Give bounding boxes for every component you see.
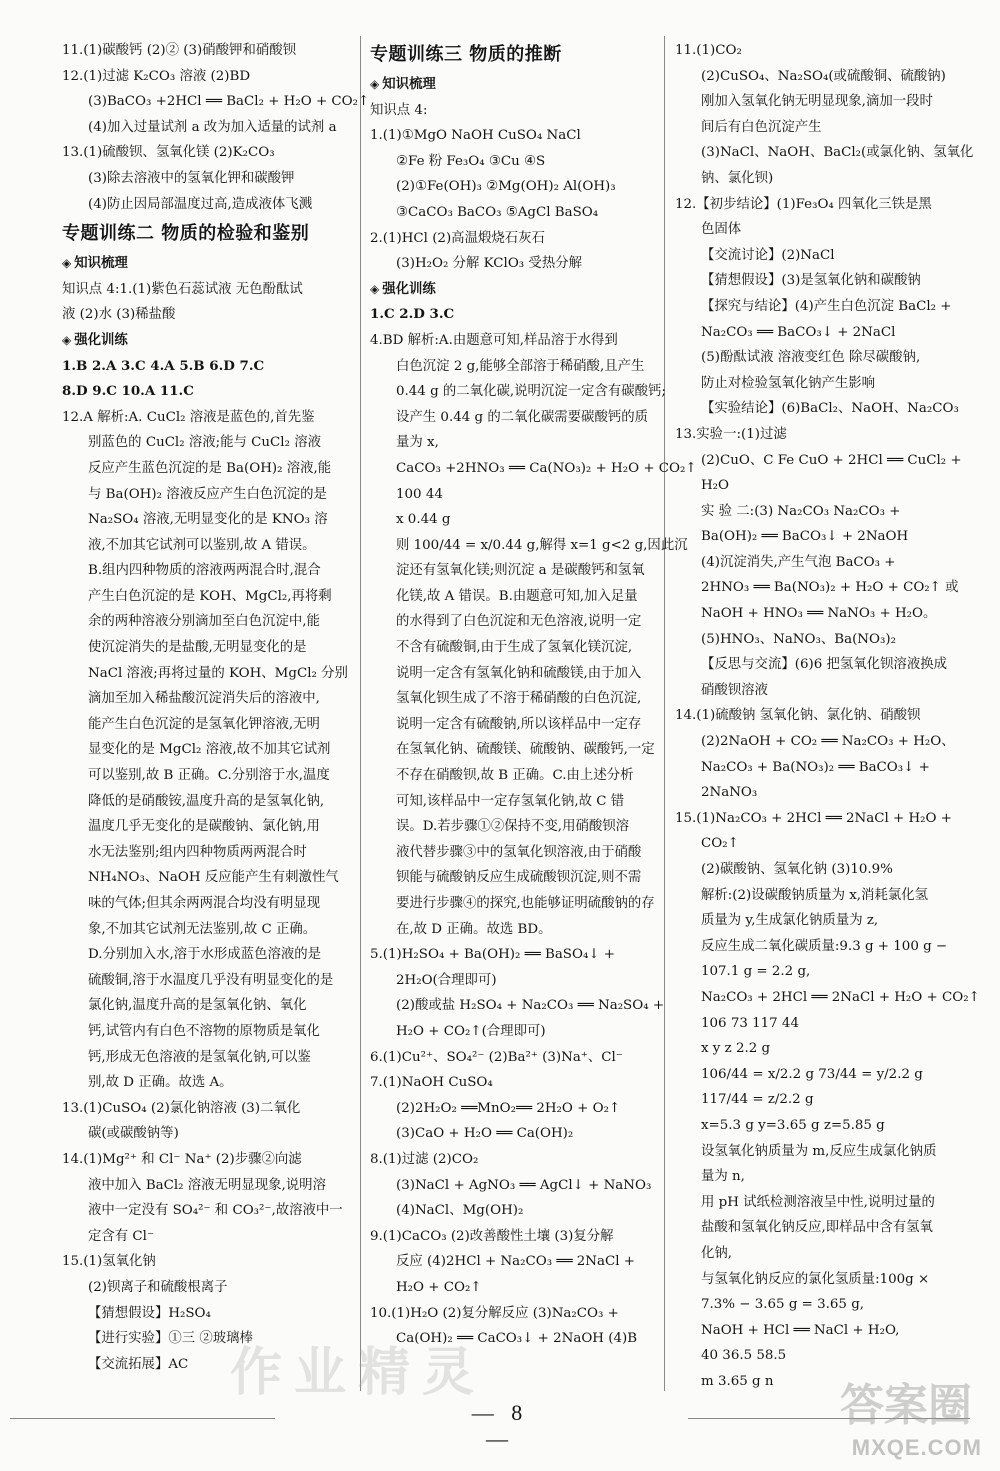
answer-line: 【实验结论】(6)BaCl₂、NaOH、Na₂CO₃ (701, 401, 959, 417)
answer-line: 余的两种溶液分别滴加至白色沉淀中,能 (88, 614, 320, 630)
answer-line: 知识点 4:1.(1)紫色石蕊试液 无色酚酞试 (62, 281, 303, 297)
answer-line: 水无法鉴别;组内四种物质两两混合时 (88, 844, 307, 860)
answer-line: 2H₂O(合理即可) (396, 972, 497, 988)
section-title: 专题训练二 物质的检验和鉴别 (62, 223, 310, 245)
answer-line: 与氢氧化钠反应的氯化氢质量:100g × (701, 1271, 930, 1287)
answer-line: 12.(1)过滤 K₂CO₃ 溶液 (2)BD (62, 68, 251, 84)
answer-line: (3)NaCl + AgNO₃ ══ AgCl↓ + NaNO₃ (396, 1177, 652, 1193)
answer-line: 12.【初步结论】(1)Fe₃O₄ 四氧化三铁是黑 (675, 196, 932, 212)
answer-line: 碳(或碳酸钠等) (88, 1126, 179, 1142)
answer-line: 硝酸钡溶液 (701, 682, 768, 698)
answer-line: 14.(1)硫酸钠 氢氧化钠、氯化钠、硝酸钡 (675, 708, 921, 724)
answer-line: 2NaNO₃ (701, 785, 758, 801)
answer-line: 1.(1)①MgO NaOH CuSO₄ NaCl (370, 128, 581, 144)
answer-line: 别,故 D 正确。故选 A。 (88, 1075, 233, 1091)
answer-line: 解析:(2)设碳酸钠质量为 x,消耗氯化氢 (701, 887, 929, 903)
answer-line: 5.(1)H₂SO₄ + Ba(OH)₂ ══ BaSO₄↓ + (370, 947, 616, 963)
answer-line: 液中一定没有 SO₄²⁻ 和 CO₃²⁻,故溶液中一 (88, 1203, 343, 1219)
answer-line: (2)CuSO₄、Na₂SO₄(或硫酸铜、硫酸钠) (701, 68, 946, 84)
answer-line: CO₂↑ (701, 836, 739, 852)
answer-line: (5)酚酞试液 溶液变红色 除尽碳酸钠, (701, 350, 921, 366)
answer-line: 液,不加其它试剂可以鉴别,故 A 错误。 (88, 537, 316, 553)
answer-line: 14.(1)Mg²⁺ 和 Cl⁻ Na⁺ (2)步骤②向滤 (62, 1151, 302, 1167)
answer-line: 量为 x, (396, 435, 439, 451)
answer-line: 可以鉴别,故 B 正确。C.分别溶于水,温度 (88, 768, 330, 784)
answer-line: 化钠, (701, 1245, 733, 1261)
answer-line: (3)CaO + H₂O ══ Ca(OH)₂ (396, 1126, 574, 1142)
answer-line: 117/44 = z/2.2 g (701, 1092, 814, 1108)
answer-line: 【交流讨论】(2)NaCl (701, 247, 835, 263)
answer-line: Na₂CO₃ ══ BaCO₃↓ + 2NaCl (701, 324, 896, 340)
subsection-heading (62, 328, 350, 354)
answer-line: 氢氧化钡生成了不溶于稀硝酸的白色沉淀, (396, 691, 642, 707)
answer-line: NH₄NO₃、NaOH 反应能产生有刺激性气 (88, 870, 339, 886)
answer-line: Na₂CO₃ + 2HCl ══ 2NaCl + H₂O + CO₂↑ (701, 989, 980, 1005)
watermark: 作业精灵 (230, 1343, 487, 1403)
section-title: 专题训练三 物质的推断 (370, 44, 562, 65)
answer-line: (4)沉淀消失,产生气泡 BaCO₃ + (701, 554, 896, 570)
answer-line: 盐酸和氢氧化钠反应,即样品中含有氢氧 (701, 1220, 933, 1236)
answer-line: Na₂CO₃ + Ba(NO₃)₂ ══ BaCO₃↓ + (701, 759, 930, 775)
answer-line: D.分别加入水,溶于水形成蓝色溶液的是 (88, 947, 322, 963)
answer-line: ③CaCO₃ BaCO₃ ⑤AgCl BaSO₄ (396, 204, 599, 220)
answer-line: 可知,该样品中一定存氢氧化钠,故 C 错 (396, 793, 625, 809)
diamond-icon: ◈ (62, 256, 72, 271)
answer-line: 的水得到了白色沉淀和无色溶液,说明一定 (396, 614, 642, 630)
answer-line: (3)除去溶液中的氢氧化钾和碳酸钾 (88, 170, 295, 186)
answer-line: 要进行步骤④的探究,也能够证明硫酸钠的存 (396, 896, 655, 911)
answer-line: 实 验 二:(3) Na₂CO₃ Na₂CO₃ + (701, 503, 901, 519)
answer-line: 40 36.5 58.5 (701, 1348, 787, 1364)
answer-line: NaOH + HNO₃ ══ NaNO₃ + H₂O。 (701, 606, 937, 622)
answer-line: 白色沉淀 2 g,能够全部溶于稀硝酸,且产生 (396, 358, 645, 374)
answer-line: 液中加入 BaCl₂ 溶液无明显现象,说明溶 (88, 1177, 326, 1193)
answer-line: 产生白色沉淀的是 KOH、MgCl₂,再将剩 (88, 588, 332, 604)
answer-line: B.组内四种物质的溶液两两混合时,混合 (88, 563, 321, 579)
answer-line: 设氢氧化钠质量为 m,反应生成氯化钠质 (701, 1143, 937, 1159)
answer-line: 设产生 0.44 g 的二氧化碳需要碳酸钙的质 (396, 409, 649, 425)
answer-line: 化镁,故 A 错误。B.由题意可知,加入足量 (396, 588, 638, 604)
answer-line: 液 (2)水 (3)稀盐酸 (62, 307, 176, 323)
footer-rule (10, 1418, 275, 1419)
answer-key-line: 8.D 9.C 10.A 11.C (62, 383, 194, 400)
answer-line: (2)2H₂O₂ ══MnO₂══ 2H₂O + O₂↑ (396, 1100, 621, 1116)
answer-line: (2)CuO、C Fe CuO + 2HCl ══ CuCl₂ + (701, 452, 962, 468)
answer-line: 15.(1)氢氧化钠 (62, 1254, 156, 1270)
answer-line: 0.44 g 的二氧化碳,说明沉淀一定含有碳酸钙; (396, 384, 666, 400)
page-number: — 8 — (471, 1400, 529, 1451)
answer-line: 13.(1)CuSO₄ (2)氯化钠溶液 (3)二氧化 (62, 1100, 301, 1116)
answer-line: 7.(1)NaOH CuSO₄ (370, 1075, 493, 1091)
answer-line: 在,故 D 正确。故选 BD。 (396, 921, 552, 937)
diamond-icon: ◈ (62, 332, 72, 347)
answer-line: 氯化钠,温度升高的是氢氧化钠、氧化 (88, 998, 307, 1014)
column-divider (360, 36, 361, 1391)
answer-line: 防止对检验氢氧化钠产生影响 (701, 375, 876, 391)
answer-line: 15.(1)Na₂CO₃ + 2HCl ══ 2NaCl + H₂O + (675, 810, 952, 826)
answer-line: 液代替步骤③中的氢氧化钡溶液,由于硝酸 (396, 844, 642, 860)
answer-line: NaOH + HCl ══ NaCl + H₂O, (701, 1322, 900, 1338)
answer-line: (3)H₂O₂ 分解 KClO₃ 受热分解 (396, 256, 582, 272)
answer-line: 13.实验一:(1)过滤 (675, 426, 787, 442)
answer-line: 反应生成二氧化碳质量:9.3 g + 100 g − (701, 938, 948, 954)
answer-line: 7.3% − 3.65 g = 3.65 g, (701, 1297, 865, 1313)
answer-line: 能产生白色沉淀的是氢氧化钾溶液,无明 (88, 716, 320, 732)
answer-line: ②Fe 粉 Fe₃O₄ ③Cu ④S (396, 153, 546, 169)
answer-line: 说明一定含有氢氧化钠和硫酸镁,由于加入 (396, 665, 642, 681)
answer-line: (4)防止因局部温度过高,造成液体飞溅 (88, 196, 313, 212)
answer-line: 8.(1)过滤 (2)CO₂ (370, 1151, 479, 1167)
answer-line: 12.A 解析:A. CuCl₂ 溶液是蓝色的,首先鉴 (62, 409, 315, 425)
answer-line: (2)2NaOH + CO₂ ══ Na₂CO₃ + H₂O、 (701, 734, 955, 750)
answer-line: 硫酸铜,溶于水温度几乎没有明显变化的是 (88, 972, 334, 988)
answer-line: 定含有 Cl⁻ (88, 1228, 155, 1244)
answer-line: x 0.44 g (396, 512, 451, 528)
answer-line: 别蓝色的 CuCl₂ 溶液;能与 CuCl₂ 溶液 (88, 435, 321, 451)
answer-line: 2.(1)HCl (2)高温煅烧石灰石 (370, 230, 545, 246)
subsection-heading-text: 知识梳理 (382, 77, 436, 92)
diamond-icon: ◈ (370, 281, 380, 296)
answer-line: 色固体 (701, 222, 742, 238)
answer-line: 4.BD 解析:A.由题意可知,样品溶于水得到 (370, 332, 618, 348)
answer-line: Ba(OH)₂ ══ BaCO₃↓ + 2NaOH (701, 529, 909, 545)
answer-line: 100 44 (396, 486, 443, 502)
answer-line: H₂O + CO₂↑(合理即可) (396, 1023, 546, 1039)
answer-line: (2)碳酸钠、氢氧化钠 (3)10.9% (701, 862, 893, 877)
answer-line: 象,不加其它试剂无法鉴别,故 C 正确。 (88, 921, 317, 937)
answer-line: (2)①Fe(OH)₃ ②Mg(OH)₂ Al(OH)₃ (396, 179, 616, 195)
answer-line: 知识点 4: (370, 102, 428, 118)
answer-line: 误。D.若步骤①②保持不变,用硝酸钡溶 (396, 819, 630, 835)
subsection-heading-text: 知识梳理 (74, 256, 128, 272)
answer-line: 11.(1)碳酸钙 (2)② (3)硝酸钾和硝酸钡 (62, 43, 297, 58)
answer-line: 间后有白色沉淀产生 (701, 119, 822, 135)
subsection-heading-text: 强化训练 (382, 281, 436, 297)
answer-line: (5)HNO₃、NaNO₃、Ba(NO₃)₂ (701, 631, 896, 647)
answer-line: 【反思与交流】(6)6 把氢氧化钡溶液换成 (701, 657, 947, 673)
answer-line: 钡能与硫酸钠反应生成硫酸钡沉淀,则不需 (396, 870, 642, 886)
answer-line: Na₂SO₄ 溶液,无明显变化的是 KNO₃ 溶 (88, 512, 328, 528)
answer-line: 【探究与结论】(4)产生白色沉淀 BaCl₂ + (701, 298, 952, 314)
answer-line: 107.1 g = 2.2 g, (701, 964, 811, 980)
answer-line: NaCl 溶液;再将过量的 KOH、MgCl₂ 分别 (88, 665, 348, 681)
answer-line: 显变化的是 MgCl₂ 溶液,故不加其它试剂 (88, 742, 331, 758)
answer-line: 说明一定含有硫酸钠,所以该样品中一定存 (396, 716, 642, 732)
answer-line: 量为 n, (701, 1169, 745, 1185)
answer-line: 106 73 117 44 (701, 1015, 799, 1031)
answer-line: 质量为 y,生成氯化钠质量为 z, (701, 913, 879, 929)
subsection-heading-text: 强化训练 (74, 332, 128, 348)
answer-key-line: 1.C 2.D 3.C (370, 306, 455, 323)
answer-line: 【交流拓展】AC (88, 1356, 189, 1372)
answer-line: 则 100/44 = x/0.44 g,解得 x=1 g<2 g,因此沉 (396, 537, 688, 553)
answer-line: 在氢氧化钠、硫酸镁、硫酸钠、碳酸钙,一定 (396, 742, 655, 758)
answer-line: H₂O (701, 478, 730, 494)
answer-column-left (62, 38, 370, 1377)
answer-line: (3)BaCO₃ +2HCl ══ BaCl₂ + H₂O + CO₂↑ (88, 94, 370, 110)
subsection-heading (370, 277, 650, 303)
answer-line: (3)NaCl、NaOH、BaCl₂(或氯化钠、氢氧化 (701, 145, 974, 161)
answer-line: Ca(OH)₂ ══ CaCO₃↓ + 2NaOH (4)B (396, 1331, 638, 1347)
answer-line: 6.(1)Cu²⁺、SO₄²⁻ (2)Ba²⁺ (3)Na⁺、Cl⁻ (370, 1049, 623, 1065)
answer-line: 钠、氯化钡) (701, 170, 774, 186)
column-divider (664, 36, 665, 1391)
answer-column-middle (370, 38, 697, 1352)
answer-line: x y z 2.2 g (701, 1041, 771, 1057)
answer-line: 使沉淀消失的是盐酸,无明显变化的是 (88, 640, 307, 656)
answer-line: 【进行实验】①三 ②玻璃棒 (88, 1331, 253, 1347)
answer-line: 不含有硫酸铜,由于生成了氢氧化镁沉淀, (396, 640, 633, 656)
answer-column-right (675, 38, 980, 1394)
answer-line: 滴加至加入稀盐酸沉淀消失后的溶液中, (88, 691, 320, 707)
answer-line: (2)钡离子和硫酸根离子 (88, 1279, 228, 1295)
answer-line: H₂O + CO₂↑ (396, 1279, 482, 1295)
answer-line: 9.(1)CaCO₃ (2)改善酸性土壤 (3)复分解 (370, 1228, 614, 1244)
answer-line: 刚加入氢氧化钠无明显现象,滴加一段时 (701, 94, 933, 110)
answer-line: 用 pH 试纸检测溶液呈中性,说明过量的 (701, 1194, 935, 1210)
answer-line: 2HNO₃ ══ Ba(NO₃)₂ + H₂O + CO₂↑ 或 (701, 580, 959, 596)
answer-line: 反应 (4)2HCl + Na₂CO₃ ══ 2NaCl + (396, 1254, 635, 1270)
watermark-logo: 答案圈 (840, 1380, 972, 1431)
subsection-heading (62, 251, 350, 277)
answer-line: 11.(1)CO₂ (675, 43, 742, 58)
answer-line: (4)NaCl、Mg(OH)₂ (396, 1203, 524, 1219)
watermark-url: MXQE.COM (851, 1435, 982, 1460)
answer-line: 106/44 = x/2.2 g 73/44 = y/2.2 g (701, 1066, 923, 1082)
subsection-heading (370, 72, 650, 98)
answer-line: 不存在硝酸钡,故 B 正确。C.由上述分析 (396, 768, 634, 784)
answer-line: 反应产生蓝色沉淀的是 Ba(OH)₂ 溶液,能 (88, 460, 332, 476)
answer-line: 降低的是硝酸铵,温度升高的是氢氧化钠, (88, 793, 325, 809)
answer-line: (4)加入过量试剂 a 改为加入适量的试剂 a (88, 119, 337, 135)
answer-line: 【猜想假设】(3)是氢氧化钠和碳酸钠 (701, 273, 921, 289)
answer-line: m 3.65 g n (701, 1373, 774, 1389)
answer-line: 钙,试管内有白色不溶物的原物质是氧化 (88, 1023, 320, 1039)
answer-line: 味的气体;但其余两两混合均没有明显现 (88, 896, 321, 911)
answer-line: 【猜想假设】H₂SO₄ (88, 1305, 211, 1321)
answer-line: 13.(1)硫酸钡、氢氧化镁 (2)K₂CO₃ (62, 145, 275, 161)
answer-line: 钙,形成无色溶液的是氢氧化钠,可以鉴 (88, 1049, 311, 1065)
answer-line: 10.(1)H₂O (2)复分解反应 (3)Na₂CO₃ + (370, 1305, 619, 1321)
answer-line: (2)酸或盐 H₂SO₄ + Na₂CO₃ ══ Na₂SO₄ + (396, 998, 665, 1014)
answer-line: 淀还有氢氧化镁;则沉淀 a 是碳酸钙和氢氧 (396, 563, 645, 579)
diamond-icon: ◈ (370, 77, 380, 91)
answer-line: CaCO₃ +2HNO₃ ══ Ca(NO₃)₂ + H₂O + CO₂↑ (396, 460, 697, 476)
answer-line: 温度几乎无变化的是碳酸钠、氯化钠,用 (88, 819, 320, 835)
answer-key-line: 1.B 2.A 3.C 4.A 5.B 6.D 7.C (62, 357, 265, 374)
answer-line: 与 Ba(OH)₂ 溶液反应产生白色沉淀的是 (88, 486, 327, 502)
answer-line: x=5.3 g y=3.65 g z=5.85 g (701, 1117, 885, 1133)
